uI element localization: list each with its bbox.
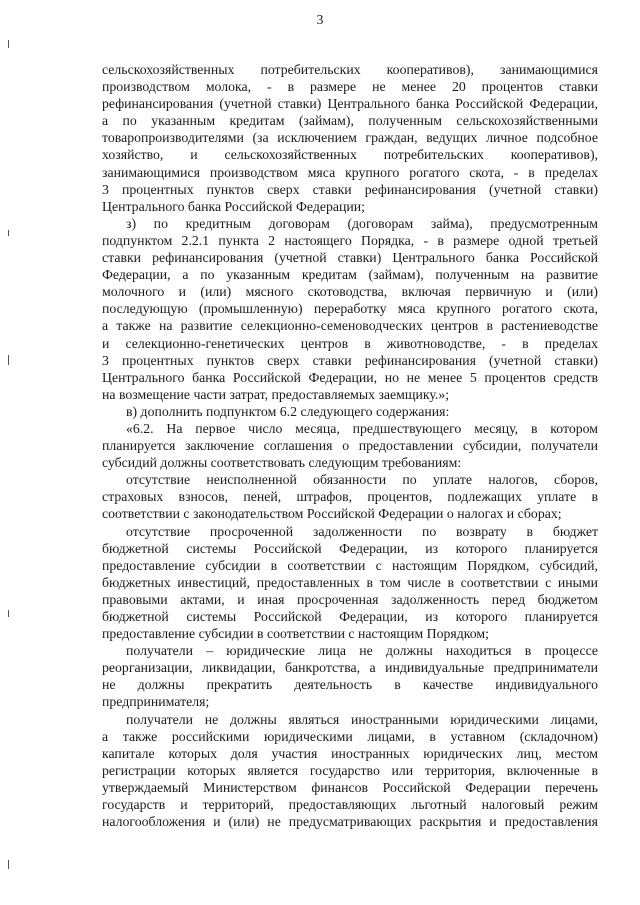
text-line: правовыми актами, и иная просроченная задолженность перед бюджетом: [102, 591, 598, 607]
text-line: занимающимися производством мяса крупного рогатого скота, - в пределах: [102, 164, 598, 180]
text-line: государств и территорий, предоставляющих льготный налоговый режим: [102, 797, 598, 813]
text-line: бюджетной системы Российской Федерации, из которого планируется: [102, 609, 598, 624]
text-line: сельскохозяйственных потребительских кооперативов), занимающимися: [102, 62, 598, 77]
text-line: страховых взносов, пеней, штрафов, процентов, подлежащих уплате в: [102, 489, 598, 505]
text-line: на возмещение части затрат, предоставляемых заемщику.»;: [102, 386, 450, 402]
text-line: утверждаемый Министерством финансов Российской Федерации перечень: [102, 779, 598, 795]
text-line: последующую (промышленную) переработку мяса крупного рогатого скота,: [102, 301, 598, 317]
text-line: субсидий должны соответствовать следующим требованиям:: [102, 455, 462, 471]
text-line: предоставление субсидии в соответствии с настоящим Порядком;: [102, 626, 489, 642]
text-line: рефинансирования (учетной ставки) Центрального банка Российской Федерации,: [102, 96, 598, 112]
text-line: не должны прекратить деятельность в качестве индивидуального: [102, 677, 598, 693]
text-line: Федерации, а по указанным кредитам (займам), полученным на развитие: [102, 267, 598, 283]
text-line: а по указанным кредитам (займам), полученным сельскохозяйственными: [102, 113, 598, 129]
text-line: в) дополнить подпунктом 6.2 следующего содержания:: [126, 403, 450, 419]
text-line: з) по кредитным договорам (договорам займа), предусмотренным: [126, 215, 598, 231]
text-line: производством молока, - в размере не менее 20 процентов ставки: [102, 79, 598, 95]
text-line: отсутствие неисполненной обязанности по уплате налогов, сборов,: [126, 472, 598, 488]
scan-margin-mark: [8, 860, 9, 869]
scan-margin-mark: [8, 40, 9, 48]
scan-margin-mark: [8, 230, 9, 236]
text-line: ставки рефинансирования (учетной ставки) Центрального банка Российской: [102, 250, 598, 266]
text-line: молочного и (или) мясного скотоводства, включая первичную и (или): [102, 284, 598, 300]
text-line: отсутствие просроченной задолженности по возврату в бюджет: [126, 523, 598, 539]
text-line: капитале которых доля участия иностранных юридических лиц, местом: [102, 745, 598, 761]
text-line: получатели не должны являться иностранными юридическими лицами,: [126, 711, 598, 727]
document-body: [102, 61, 598, 830]
scan-margin-mark: [8, 355, 9, 365]
text-line: а также на развитие селекционно-семеноводческих центров в растениеводстве: [102, 318, 598, 334]
scan-margin-mark: [8, 610, 9, 617]
text-line: бюджетной системы Российской Федерации, из которого планируется: [102, 540, 598, 556]
text-line: 3 процентных пунктов сверх ставки рефинансирования (учетной ставки): [102, 352, 598, 368]
text-line: соответствии с законодательством Российской Федерации о налогах и сборах;: [102, 506, 562, 522]
text-line: и селекционно-генетических центров в животноводстве, - в пределах: [102, 335, 598, 351]
text-line: «6.2. На первое число месяца, предшествующего месяцу, в котором: [126, 420, 598, 436]
text-line: предоставление субсидии в соответствии с настоящим Порядком, субсидий,: [102, 557, 598, 573]
text-line: товаропроизводителями (за исключением граждан, ведущих личное подсобное: [102, 130, 598, 146]
text-line: хозяйство, и сельскохозяйственных потребительских кооперативов),: [102, 147, 598, 163]
text-line: подпунктом 2.2.1 пункта 2 настоящего Порядка, - в размере одной третьей: [102, 232, 598, 248]
text-line: получатели – юридические лица не должны находиться в процессе: [126, 643, 598, 659]
text-line: Центрального банка Российской Федерации;: [102, 198, 365, 214]
text-line: Центрального банка Российской Федерации, но не менее 5 процентов средств: [102, 369, 598, 385]
text-line: планируется заключение соглашения о предоставлении субсидии, получатели: [102, 438, 598, 454]
text-line: предпринимателя;: [102, 694, 210, 710]
text-line: бюджетных инвестиций, предоставленных в том числе в соответствии с иными: [102, 574, 598, 590]
text-line: реорганизации, ликвидации, банкротства, а индивидуальные предприниматели: [102, 660, 598, 676]
page-number: 3: [316, 12, 324, 27]
text-line: налогообложения и (или) не предусматривающих раскрытия и предоставления: [102, 814, 598, 830]
text-line: регистрации которых является государство или территория, включенные в: [102, 762, 598, 778]
text-line: а также российскими юридическими лицами, в уставном (складочном): [102, 728, 598, 744]
text-line: 3 процентных пунктов сверх ставки рефинансирования (учетной ставки): [102, 181, 598, 197]
